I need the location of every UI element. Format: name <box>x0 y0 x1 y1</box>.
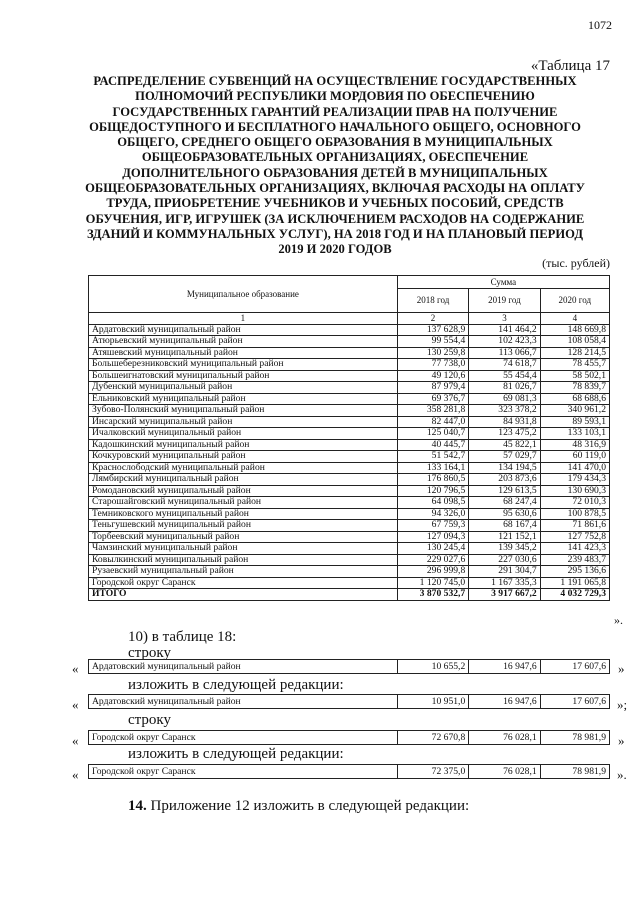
cell-2020: 100 878,5 <box>540 508 609 520</box>
table-row <box>89 439 610 451</box>
cell-2020: 340 961,2 <box>540 405 609 417</box>
total-row <box>89 589 610 601</box>
close-quote-b-old: » <box>618 733 625 748</box>
col-number-2: 2 <box>397 313 468 325</box>
cell-2019: 291 304,7 <box>469 566 540 578</box>
cell-2019: 76 028,1 <box>469 731 540 745</box>
cell-2020: 128 214,5 <box>540 347 609 359</box>
col-header-sum: Сумма <box>397 276 609 289</box>
cell-2018: 40 445,7 <box>397 439 468 451</box>
open-quote-a-new: « <box>72 697 79 712</box>
cell-name: Ичалковский муниципальный район <box>89 428 398 440</box>
table-row <box>89 543 610 555</box>
table-row <box>89 428 610 440</box>
cell-2020: 127 752,8 <box>540 531 609 543</box>
cell-name: Атюрьевский муниципальный район <box>89 336 398 348</box>
cell-2018: 127 094,3 <box>397 531 468 543</box>
cell-2018: 99 554,4 <box>397 336 468 348</box>
page-number: 1072 <box>588 18 612 32</box>
table-row <box>89 393 610 405</box>
cell-2020: 141 423,3 <box>540 543 609 555</box>
units-label: (тыс. рублей) <box>542 256 610 270</box>
table-row <box>89 370 610 382</box>
cell-2018: 176 860,5 <box>397 474 468 486</box>
cell-name: Торбеевский муниципальный район <box>89 531 398 543</box>
cell-2020: 71 861,6 <box>540 520 609 532</box>
cell-2019: 76 028,1 <box>469 765 540 779</box>
table-row <box>89 336 610 348</box>
cell-2018: 67 759,3 <box>397 520 468 532</box>
row-a-new-table <box>88 694 610 709</box>
table-row <box>89 695 610 709</box>
col-header-2020: 2020 год <box>540 289 609 313</box>
cell-2018: 69 376,7 <box>397 393 468 405</box>
cell-2020: 72 010,3 <box>540 497 609 509</box>
table-row <box>89 497 610 509</box>
cell-2018: 77 738,0 <box>397 359 468 371</box>
item-14-number: 14. <box>128 798 147 814</box>
cell-name: Ардатовский муниципальный район <box>89 324 398 336</box>
cell-2018: 125 040,7 <box>397 428 468 440</box>
cell-2019: 45 822,1 <box>469 439 540 451</box>
table-closing-quote: ». <box>614 613 623 627</box>
cell-2018: 120 796,5 <box>397 485 468 497</box>
cell-2020: 78 839,7 <box>540 382 609 394</box>
cell-2019: 81 026,7 <box>469 382 540 394</box>
cell-name: Атяшевский муниципальный район <box>89 347 398 359</box>
cell-2018: 49 120,6 <box>397 370 468 382</box>
cell-name: Ельниковский муниципальный район <box>89 393 398 405</box>
cell-name: Темниковского муниципальный район <box>89 508 398 520</box>
cell-2020: 108 058,4 <box>540 336 609 348</box>
cell-2019: 134 194,5 <box>469 462 540 474</box>
cell-2019: 129 613,5 <box>469 485 540 497</box>
cell-name: Рузаевский муниципальный район <box>89 566 398 578</box>
cell-2019: 121 152,1 <box>469 531 540 543</box>
cell-2018: 87 979,4 <box>397 382 468 394</box>
cell-2018: 64 098,5 <box>397 497 468 509</box>
cell-2020: 1 191 065,8 <box>540 577 609 589</box>
cell-2020: 78 981,9 <box>540 731 609 745</box>
table-row <box>89 531 610 543</box>
cell-2019: 102 423,3 <box>469 336 540 348</box>
cell-2018: 130 259,8 <box>397 347 468 359</box>
cell-2018: 10 951,0 <box>397 695 468 709</box>
cell-name: Лямбирский муниципальный район <box>89 474 398 486</box>
item-10-heading: 10) в таблице 18: <box>128 629 237 645</box>
table-reference: «Таблица 17 <box>530 58 610 74</box>
table-row <box>89 485 610 497</box>
cell-2019: 95 630,6 <box>469 508 540 520</box>
total-2020: 4 032 729,3 <box>540 589 609 601</box>
cell-name: Дубенский муниципальный район <box>89 382 398 394</box>
item-14-text: Приложение 12 изложить в следующей редакции: <box>146 798 470 814</box>
row-label-old-b: строку <box>128 712 171 728</box>
total-label: ИТОГО <box>89 589 398 601</box>
cell-2019: 141 464,2 <box>469 324 540 336</box>
col-number-4: 4 <box>540 313 609 325</box>
cell-name: Кочкуровский муниципальный район <box>89 451 398 463</box>
cell-2019: 16 947,6 <box>469 695 540 709</box>
open-quote-b-old: « <box>72 733 79 748</box>
cell-2019: 55 454,4 <box>469 370 540 382</box>
cell-2020: 48 316,9 <box>540 439 609 451</box>
row-label-old-a: строку <box>128 645 171 661</box>
table-row <box>89 660 610 674</box>
cell-2019: 139 345,2 <box>469 543 540 555</box>
cell-2020: 239 483,7 <box>540 554 609 566</box>
col-header-2019: 2019 год <box>469 289 540 313</box>
table-row <box>89 405 610 417</box>
cell-name: Старошайговский муниципальный район <box>89 497 398 509</box>
cell-name: Зубово-Полянский муниципальный район <box>89 405 398 417</box>
cell-name: Городской округ Саранск <box>89 577 398 589</box>
cell-2020: 60 119,0 <box>540 451 609 463</box>
cell-name: Чамзинский муниципальный район <box>89 543 398 555</box>
cell-2018: 72 375,0 <box>397 765 468 779</box>
col-number-1: 1 <box>89 313 398 325</box>
cell-name: Краснослободский муниципальный район <box>89 462 398 474</box>
cell-name: Большеигнатовский муниципальный район <box>89 370 398 382</box>
cell-2018: 130 245,4 <box>397 543 468 555</box>
cell-2020: 141 470,0 <box>540 462 609 474</box>
cell-2019: 84 931,8 <box>469 416 540 428</box>
cell-name: Большеберезниковский муниципальный район <box>89 359 398 371</box>
cell-2018: 358 281,8 <box>397 405 468 417</box>
cell-2018: 137 628,9 <box>397 324 468 336</box>
table-row <box>89 520 610 532</box>
cell-2019: 113 066,7 <box>469 347 540 359</box>
cell-2018: 229 027,6 <box>397 554 468 566</box>
row-a-old-table <box>88 659 610 674</box>
table-row <box>89 462 610 474</box>
cell-2020: 148 669,8 <box>540 324 609 336</box>
cell-name: Теньгушевский муниципальный район <box>89 520 398 532</box>
cell-name: Ромодановский муниципальный район <box>89 485 398 497</box>
cell-2020: 68 688,6 <box>540 393 609 405</box>
cell-2020: 17 607,6 <box>540 695 609 709</box>
cell-2020: 17 607,6 <box>540 660 609 674</box>
edit-instruction-b: изложить в следующей редакции: <box>128 746 344 762</box>
total-2018: 3 870 532,7 <box>397 589 468 601</box>
table-row <box>89 731 610 745</box>
table-row <box>89 324 610 336</box>
table-row <box>89 451 610 463</box>
cell-2019: 16 947,6 <box>469 660 540 674</box>
table-row <box>89 765 610 779</box>
edit-instruction-a: изложить в следующей редакции: <box>128 677 344 693</box>
cell-2019: 68 247,4 <box>469 497 540 509</box>
table-row <box>89 508 610 520</box>
cell-2018: 94 326,0 <box>397 508 468 520</box>
cell-name: Городской округ Саранск <box>89 731 398 745</box>
col-header-municipality: Муниципальное образование <box>89 276 398 313</box>
cell-name: Городской округ Саранск <box>89 765 398 779</box>
cell-2018: 51 542,7 <box>397 451 468 463</box>
cell-2019: 203 873,6 <box>469 474 540 486</box>
cell-2020: 89 593,1 <box>540 416 609 428</box>
cell-name: Ковылкинский муниципальный район <box>89 554 398 566</box>
cell-name: Кадошкинский муниципальный район <box>89 439 398 451</box>
cell-2019: 123 475,2 <box>469 428 540 440</box>
cell-name: Инсарский муниципальный район <box>89 416 398 428</box>
cell-2018: 82 447,0 <box>397 416 468 428</box>
close-quote-a-new: »; <box>617 697 628 712</box>
col-number-3: 3 <box>469 313 540 325</box>
cell-2018: 133 164,1 <box>397 462 468 474</box>
row-b-old-table <box>88 730 610 745</box>
item-14-paragraph <box>128 798 469 815</box>
cell-2020: 130 690,3 <box>540 485 609 497</box>
table-row <box>89 554 610 566</box>
cell-2020: 179 434,3 <box>540 474 609 486</box>
cell-2019: 1 167 335,3 <box>469 577 540 589</box>
cell-2020: 58 502,1 <box>540 370 609 382</box>
cell-2018: 10 655,2 <box>397 660 468 674</box>
cell-2019: 57 029,7 <box>469 451 540 463</box>
cell-2020: 295 136,6 <box>540 566 609 578</box>
close-quote-b-new: ». <box>617 767 627 782</box>
cell-2019: 227 030,6 <box>469 554 540 566</box>
cell-2020: 78 981,9 <box>540 765 609 779</box>
document-title: РАСПРЕДЕЛЕНИЕ СУБВЕНЦИЙ НА ОСУЩЕСТВЛЕНИЕ ГОСУДАРСТВЕННЫХ ПОЛНОМОЧИЙ РЕСПУБЛИКИ МОРДОВИЯ ПО ОБЕСПЕЧЕНИЮ ГОСУДАРСТВЕННЫХ ГАРАНТИЙ РЕАЛИЗАЦИИ ПРАВ НА ПОЛУЧЕНИЕ ОБЩЕДОСТУПНОГО И БЕСПЛАТНОГО НАЧАЛЬНОГО ОБЩЕГО, ОСНОВНОГО ОБЩЕГО, СРЕДНЕГО ОБЩЕГО ОБРАЗОВАНИЯ В МУНИЦИПАЛЬНЫХ ОБЩЕОБРАЗОВАТЕЛЬНЫХ ОРГАНИЗАЦИЯХ, ОБЕСПЕЧЕНИЕ ДОПОЛНИТЕЛЬНОГО ОБРАЗОВАНИЯ ДЕТЕЙ В МУНИЦИПАЛЬНЫХ ОБЩЕОБРАЗОВАТЕЛЬНЫХ ОРГАНИЗАЦИЯХ, ВКЛЮЧАЯ РАСХОДЫ НА ОПЛАТУ ТРУДА, ПРИОБРЕТЕНИЕ УЧЕБНИКОВ И УЧЕБНЫХ ПОСОБИЙ, СРЕДСТВ ОБУЧЕНИЯ, ИГР, ИГРУШЕК (ЗА ИСКЛЮЧЕНИЕМ РАСХОДОВ НА СОДЕРЖАНИЕ ЗДАНИЙ И КОММУНАЛЬНЫХ УСЛУГ), НА 2018 ГОД И НА ПЛАНОВЫЙ ПЕРИОД 2019 И 2020 ГОДОВ <box>85 74 585 257</box>
open-quote-b-new: « <box>72 767 79 782</box>
table-row <box>89 416 610 428</box>
cell-2020: 133 103,1 <box>540 428 609 440</box>
subsidy-table <box>88 275 610 601</box>
cell-2018: 296 999,8 <box>397 566 468 578</box>
table-row <box>89 474 610 486</box>
cell-2018: 72 670,8 <box>397 731 468 745</box>
cell-2019: 69 081,3 <box>469 393 540 405</box>
cell-2019: 323 378,2 <box>469 405 540 417</box>
table-row <box>89 347 610 359</box>
close-quote-a-old: » <box>618 661 625 676</box>
table-row <box>89 359 610 371</box>
total-2019: 3 917 667,2 <box>469 589 540 601</box>
open-quote-a-old: « <box>72 661 79 676</box>
table-row <box>89 566 610 578</box>
cell-2018: 1 120 745,0 <box>397 577 468 589</box>
row-b-new-table <box>88 764 610 779</box>
cell-2019: 74 618,7 <box>469 359 540 371</box>
cell-2019: 68 167,4 <box>469 520 540 532</box>
cell-name: Ардатовский муниципальный район <box>89 695 398 709</box>
table-row <box>89 577 610 589</box>
cell-2020: 78 455,7 <box>540 359 609 371</box>
col-header-2018: 2018 год <box>397 289 468 313</box>
cell-name: Ардатовский муниципальный район <box>89 660 398 674</box>
table-row <box>89 382 610 394</box>
